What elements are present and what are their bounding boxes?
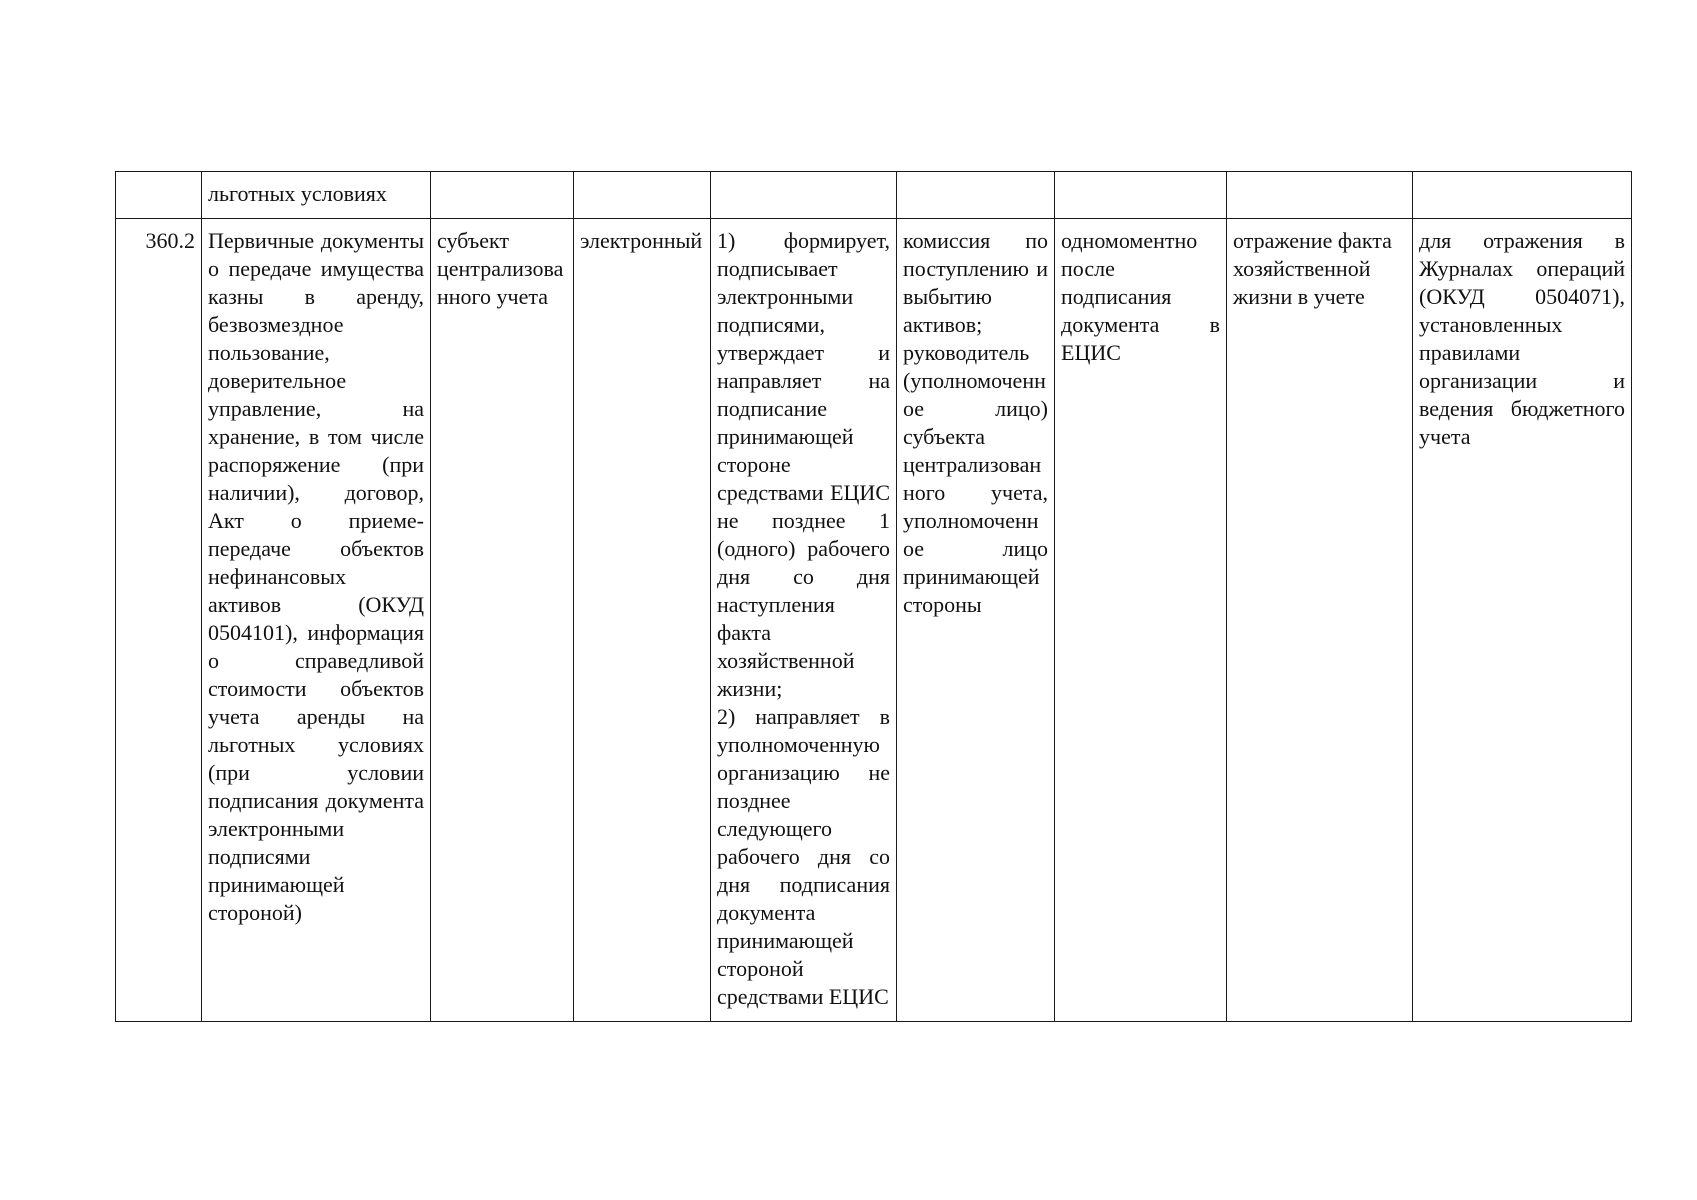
deadline-cell: одномоментно после подписания документа в ЕЦИС bbox=[1055, 219, 1227, 1022]
document-name-cell: Первичные документы о передаче имущества казны в аренду, безвозмездное пользование, доверительное управление, на хранение, в том числе распоряжение (при наличии), договор, Акт о приеме-передаче объектов нефинансовых активов (ОКУД 0504101), информация о справедливой стоимости объектов учета аренды на льготных условиях (при условии подписания документа электронными подписями принимающей стороной) bbox=[202, 219, 431, 1022]
cell-number-empty bbox=[116, 172, 202, 219]
form-cell: электронный bbox=[574, 219, 711, 1022]
usage-cell: для отражения в Журналах операций (ОКУД 0504071), установленных правилами организации и ведения бюджетного учета bbox=[1413, 219, 1632, 1022]
procedure-cell bbox=[711, 219, 897, 1022]
cell-doc-continuation: льготных условиях bbox=[202, 172, 431, 219]
cell-empty-7 bbox=[1055, 172, 1227, 219]
cell-empty-5 bbox=[711, 172, 897, 219]
cell-empty-8 bbox=[1227, 172, 1413, 219]
procedure-step-1: 1) формирует, подписывает электронными подписями, утверждает и направляет на подписание принимающей стороне средствами ЕЦИС не позднее 1 (одного) рабочего дня со дня наступления факта хозяйственной жизни; bbox=[717, 228, 890, 701]
cell-empty-9 bbox=[1413, 172, 1632, 219]
row-number: 360.2 bbox=[116, 219, 202, 1022]
who-forms-cell: субъект централизованного учета bbox=[431, 219, 574, 1022]
register-table bbox=[115, 171, 1632, 1022]
cell-empty-4 bbox=[574, 172, 711, 219]
continuation-row bbox=[116, 172, 1632, 219]
procedure-step-2: 2) направляет в уполномоченную организацию не позднее следующего рабочего дня со дня подписания документа принимающей стороной средствами ЕЦИС bbox=[717, 704, 890, 1009]
purpose-cell: отражение факта хозяйственной жизни в учете bbox=[1227, 219, 1413, 1022]
table-row-360-2 bbox=[116, 219, 1632, 1022]
signers-cell: комиссия по поступлению и выбытию активов; руководитель (уполномоченное лицо) субъекта централизованного учета, уполномоченное лицо принимающей стороны bbox=[897, 219, 1055, 1022]
cell-empty-3 bbox=[431, 172, 574, 219]
cell-empty-6 bbox=[897, 172, 1055, 219]
